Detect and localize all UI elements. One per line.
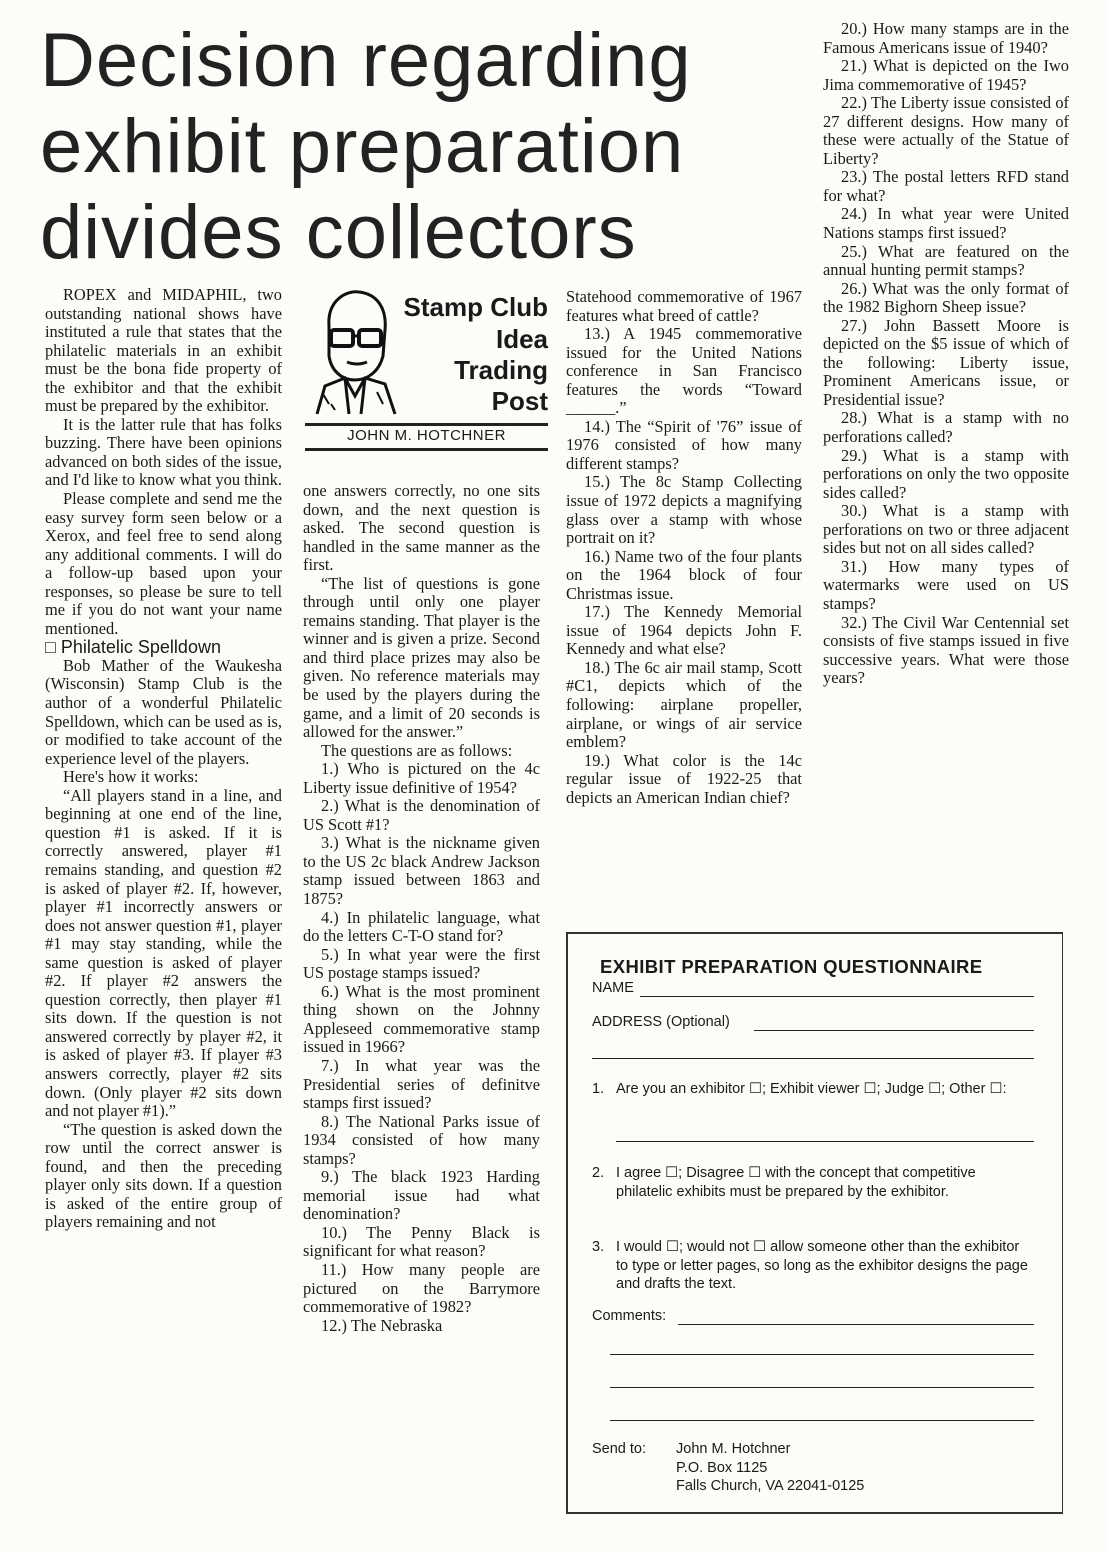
quiz-question: 18.) The 6c air mail stamp, Scott #C1, depicts which of the following: airplane propeller, airplane, or wings of air service emblem? [566,657,802,752]
article-paragraph: Here's how it works: [63,767,199,787]
comments-field-line[interactable] [610,1354,1034,1355]
article-column-1 [45,286,282,1232]
column-title-line: Idea [495,324,548,354]
article-paragraph: one answers correctly, no one sits down, and the next question is asked. The second question is handled in the same manner as the first. [303,481,540,575]
quiz-question: 4.) In philatelic language, what do the letters C-T-O stand for? [303,907,540,946]
quiz-question: 8.) The National Parks issue of 1934 consisted of how many stamps? [303,1111,540,1168]
quiz-question: 27.) John Bassett Moore is depicted on the $5 issue of which of the following: Liberty issue, Prominent Americans issue, or Presidential issue? [823,315,1069,409]
question-number: 2. [592,1165,605,1181]
address-label: ADDRESS (Optional) [592,1014,730,1030]
address-field[interactable] [754,1030,1034,1031]
quiz-question: 7.) In what year was the Presidential series of definitve stamps first issued? [303,1055,540,1113]
address-line: Falls Church, VA 22041-0125 [676,1478,865,1494]
headline [40,18,720,276]
quiz-question: 13.) A 1945 commemorative issued for the United Nations conference in San Francisco features the words “Toward ______.” [566,324,802,418]
article-column-4 [823,20,1069,688]
name-label: NAME [592,980,634,996]
article-column-3 [566,288,802,807]
article-paragraph: “All players stand in a line, and beginning at one end of the line, question #1 is asked. If it is correctly answered, player #1 remains standing, and question #2 is asked of player #2. If, however, player #1 incorrectly answers or does not answer question #1, player #1 may stay standing, while the same question is asked of player #2. If player #2 answers the question correctly, then player #1 sits down. If the question is not answered correctly by player #2, it is asked of player #3. If player #3 answers correctly, player #2 sits down. (Only player #2 sits down and not player #1).” [45,785,282,1121]
headline-line: divides collectors [40,190,637,275]
quiz-question: 2.) What is the denomination of US Scott #1? [303,796,540,834]
article-paragraph: Please complete and send me the easy survey form seen below or a Xerox, and feel free to send along any additional comments. I will do a follow-up based upon your responses, so please be sure to tell me if you do not want your name mentioned. [45,489,282,638]
article-paragraph: “The list of questions is gone through until only one player remains standing. That player is the winner and is given a prize. Second and third place prizes may also be given. No reference materials may be used by the players during the game, and a limit of 20 seconds is allowed for the answer.” [303,573,540,742]
comments-field[interactable] [678,1324,1034,1325]
quiz-question: 14.) The “Spirit of '76” issue of 1976 consisted of how many different stamps? [566,416,802,473]
send-to-block [592,1440,865,1494]
questionnaire-title: EXHIBIT PREPARATION QUESTIONNAIRE [600,956,983,977]
column-header [305,284,548,454]
question-3 [592,1238,1032,1294]
question-number: 3. [592,1239,605,1255]
quiz-question: 16.) Name two of the four plants on the 1964 block of four Christmas issue. [566,546,802,603]
question-1 [592,1080,1032,1099]
article-column-2 [303,482,540,1335]
questionnaire-form [566,932,1063,1514]
quiz-question: 10.) The Penny Black is significant for what reason? [303,1222,540,1261]
column-title-line: Post [491,386,548,416]
article-paragraph: “The question is asked down the row until the correct answer is found, and then the preceding player only sits down. If a question is asked of the entire group of players remaining and not [45,1119,282,1232]
article-paragraph: It is the latter rule that has folks buzzing. There have been opinions advanced on both sides of the issue, and I'd like to know what you think. [45,414,282,490]
quiz-question: 1.) Who is pictured on the 4c Liberty issue definitive of 1954? [303,759,540,797]
quiz-question: 3.) What is the nickname given to the US 2c black Andrew Jackson stamp issued between 1863 and 1875? [303,833,540,909]
quiz-question: 32.) The Civil War Centennial set consists of five stamps issued in five successive years. What were those years? [823,612,1069,688]
headline-line: Decision regarding [40,18,692,103]
divider [305,423,548,426]
column-title-line: Stamp Club [403,292,548,322]
article-paragraph: Bob Mather of the Waukesha (Wisconsin) Stamp Club is the author of a wonderful Philatelic Spelldown, which can be used as is, or modified to take account of the experience level of the players. [45,655,282,768]
column-title-line: Trading [454,355,548,385]
question-number: 1. [592,1081,605,1097]
quiz-question: 11.) How many people are pictured on the Barrymore commemorative of 1982? [303,1259,540,1317]
divider [305,448,548,451]
other-answer-field[interactable] [616,1141,1034,1142]
quiz-question: 31.) How many types of watermarks were used on US stamps? [823,556,1069,613]
quiz-question: 6.) What is the most prominent thing shown on the Johnny Appleseed commemorative stamp issued in 1966? [303,981,540,1057]
quiz-question: 5.) In what year were the first US postage stamps issued? [303,944,540,983]
quiz-question: 25.) What are featured on the annual hunting permit stamps? [823,241,1069,280]
headline-line: exhibit preparation [40,104,685,189]
question-text: I would ☐; would not ☐ allow someone other than the exhibitor to type or letter pages, so long as the exhibitor designs the page and drafts the text. [616,1239,1028,1292]
quiz-question: 24.) In what year were United Nations stamps first issued? [823,204,1069,243]
byline: JOHN M. HOTCHNER [347,427,506,444]
quiz-question: 15.) The 8c Stamp Collecting issue of 1972 depicts a magnifying glass over a stamp with whose portrait on it? [566,472,802,548]
article-paragraph: Statehood commemorative of 1967 features what breed of cattle? [566,287,802,325]
question-text: I agree ☐; Disagree ☐ with the concept that competitive philatelic exhibits must be prepared by the exhibitor. [616,1165,976,1200]
quiz-question: 22.) The Liberty issue consisted of 27 different designs. How many of these were actually of the Statue of Liberty? [823,93,1069,168]
quiz-question: 28.) What is a stamp with no perforations called? [823,408,1069,447]
quiz-question: 29.) What is a stamp with perforations on only the two opposite sides called? [823,445,1069,502]
comments-field-line[interactable] [610,1387,1034,1388]
quiz-question: 21.) What is depicted on the Iwo Jima commemorative of 1945? [823,56,1069,94]
quiz-question: 12.) The Nebraska [321,1315,443,1335]
mailing-address [676,1440,864,1496]
question-2 [592,1164,1032,1201]
address-line: P.O. Box 1125 [676,1459,768,1476]
send-to-label: Send to: [592,1441,647,1457]
quiz-question: 17.) The Kennedy Memorial issue of 1964 depicts John F. Kennedy and what else? [566,602,802,659]
comments-field-line[interactable] [610,1420,1034,1421]
name-field[interactable] [640,996,1034,997]
quiz-question: 30.) What is a stamp with perforations on two or three adjacent sides but not on all sides called? [823,501,1069,558]
comments-label: Comments: [592,1308,667,1324]
quiz-question: 19.) What color is the 14c regular issue of 1922-25 that depicts an American Indian chief? [566,750,802,807]
article-paragraph: ROPEX and MIDAPHIL, two outstanding national shows have instituted a rule that states that the philatelic materials in an exhibit must be the bona fide property of the exhibitor and that the exhibit must be prepared by the exhibitor. [45,285,282,416]
article-paragraph: The questions are as follows: [321,740,513,760]
quiz-question: 20.) How many stamps are in the Famous Americans issue of 1940? [823,19,1069,57]
question-text: Are you an exhibitor ☐; Exhibit viewer ☐; Judge ☐; Other ☐: [616,1081,1007,1097]
address-line: John M. Hotchner [676,1441,791,1457]
quiz-question: 26.) What was the only format of the 1982 Bighorn Sheep issue? [823,278,1069,317]
section-subhead: □ Philatelic Spelldown [45,637,221,658]
quiz-question: 23.) The postal letters RFD stand for what? [823,167,1069,205]
address-field-line-2[interactable] [592,1058,1034,1059]
quiz-question: 9.) The black 1923 Harding memorial issue had what denomination? [303,1167,540,1224]
author-portrait-icon [307,286,399,416]
